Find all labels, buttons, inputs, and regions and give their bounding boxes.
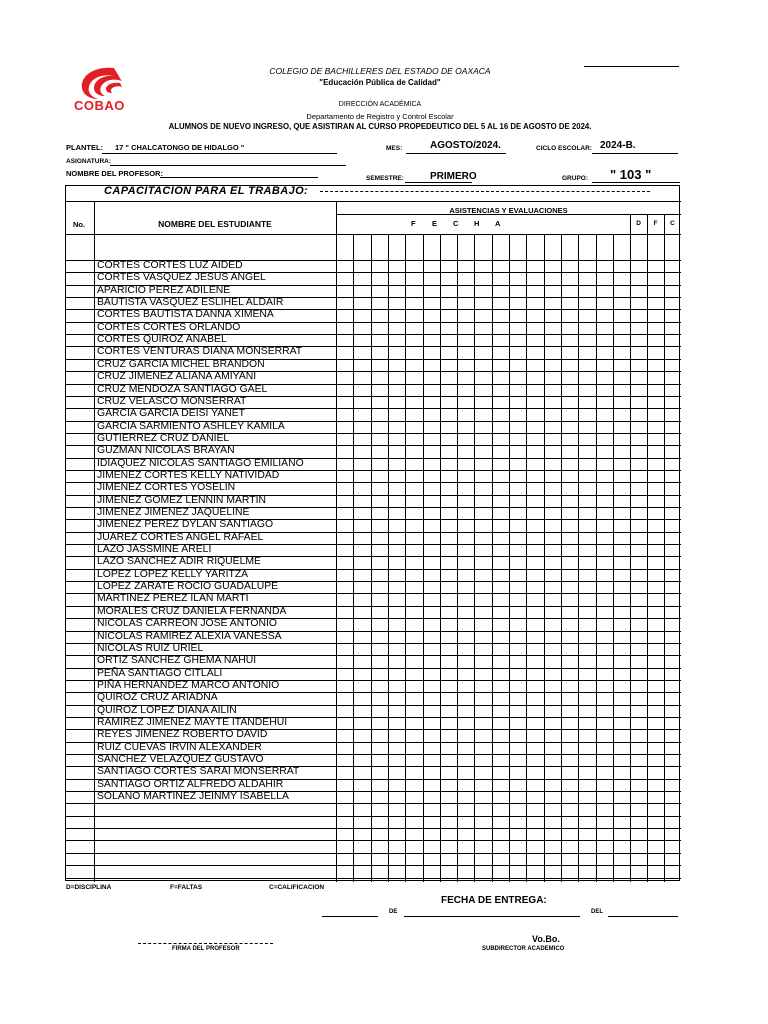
student-name: SANTIAGO CORTES SARAI MONSERRAT [97, 766, 300, 778]
grid-line [371, 234, 372, 882]
plantel-line [102, 153, 337, 154]
subdirector-label: SUBDIRECTOR ACADEMICO [482, 946, 565, 952]
student-name: SANTIAGO ORTIZ ALFREDO ALDAHIR [97, 778, 284, 790]
attendance-table [65, 185, 680, 881]
mes-line [406, 153, 506, 154]
fecha-letter: A [495, 219, 501, 228]
grid-line [66, 840, 681, 841]
ciclo-label: CICLO ESCOLAR: [536, 145, 592, 152]
student-name: MARTINEZ PEREZ ILAN MARTI [97, 593, 249, 605]
fecha-letter: H [474, 219, 480, 228]
col-name-header: NOMBRE DEL ESTUDIANTE [158, 219, 272, 229]
student-name: LAZO JASSMINE ARELI [97, 544, 212, 556]
grid-line [492, 234, 493, 882]
top-right-line [584, 66, 679, 67]
student-name: CORTES CORTES LUZ AIDED [97, 260, 243, 271]
student-name: JIMENEZ CORTES YOSELIN [97, 482, 236, 494]
student-name: QUIROZ LOPEZ DIANA AILIN [97, 704, 237, 716]
asignatura-label: ASIGNATURA: [66, 158, 112, 165]
semestre-line [405, 182, 472, 183]
logo-text: COBAO [74, 98, 125, 113]
student-name: JIMENEZ PEREZ DYLAN SANTIAGO [97, 519, 274, 531]
mes-label: MES: [386, 145, 403, 152]
student-name: GUTIERREZ CRUZ DANIEL [97, 432, 230, 444]
grid-line [440, 234, 441, 882]
grid-line [578, 234, 579, 882]
student-name: REYES JIMENEZ ROBERTO DAVID [97, 729, 268, 741]
student-name: CRUZ JIMENEZ ALIANA AMIYANI [97, 371, 257, 383]
grid-line [509, 234, 510, 882]
eval-col-header: F [653, 220, 658, 227]
student-name: CRUZ MENDOZA SANTIAGO GAEL [97, 383, 268, 395]
student-name: QUIROZ CRUZ ARIADNA [97, 692, 218, 704]
profesor-label: NOMBRE DEL PROFESOR: [66, 169, 163, 178]
grid-line [457, 234, 458, 882]
student-name: CORTES QUIROZ ANABEL [97, 334, 227, 346]
legend-calificacion: C=CALIFICACION [269, 884, 325, 891]
grid-line [66, 803, 681, 804]
ciclo-line [592, 153, 678, 154]
grid-line [66, 865, 681, 866]
grid-line [336, 201, 337, 882]
motto: "Educación Pública de Calidad" [319, 78, 441, 87]
plantel-label: PLANTEL: [66, 143, 104, 152]
student-name: ORTIZ SANCHEZ GHEMA NAHUI [97, 655, 257, 667]
student-name: JIMENEZ GOMEZ LENNIN MARTIN [97, 494, 266, 506]
grupo-label: GRUPO: [562, 175, 588, 182]
fecha-month-line[interactable] [404, 916, 580, 917]
fecha-year-line[interactable] [608, 916, 678, 917]
eval-col-header: D [636, 220, 641, 227]
student-name: SANCHEZ VELAZQUEZ GUSTAVO [97, 754, 264, 765]
legend-disciplina: D=DISCIPLINA [66, 884, 112, 891]
grid-line [66, 201, 681, 202]
grid-line [66, 828, 681, 829]
grid-line [405, 234, 406, 882]
student-name: LAZO SANCHEZ ADIR RIQUELME [97, 556, 261, 568]
col-no-header: No. [73, 220, 86, 229]
student-name: CRUZ GARCIA MICHEL BRANDON [97, 358, 265, 370]
grid-line [561, 234, 562, 882]
student-name: JIMENEZ CORTES KELLY NATIVIDAD [97, 469, 280, 481]
eval-col-header: C [670, 220, 675, 227]
student-name: RAMIREZ JIMENEZ MAYTE ITANDEHUI [97, 716, 288, 728]
grid-line [66, 234, 681, 235]
student-name: CRUZ VELASCO MONSERRAT [97, 395, 247, 407]
grid-line [66, 816, 681, 817]
student-name: CORTES VENTURAS DIANA MONSERRAT [97, 346, 303, 358]
student-name: IDIAQUEZ NICOLAS SANTIAGO EMILIANO [97, 457, 304, 469]
grid-line [596, 234, 597, 882]
semestre-label: SEMESTRE: [366, 175, 404, 182]
student-name: LOPEZ LOPEZ KELLY YARITZA [97, 568, 249, 580]
grid-line [664, 214, 665, 882]
fecha-letter: E [432, 219, 438, 228]
grid-line [353, 234, 354, 882]
grid-line [94, 201, 95, 882]
fecha-letter: F [411, 219, 416, 228]
grid-line [66, 853, 681, 854]
legend-faltas: F=FALTAS [170, 884, 203, 891]
fecha-letter: C [453, 219, 459, 228]
grid-line [526, 234, 527, 882]
grid-line [423, 234, 424, 882]
firma-profesor-label: FIRMA DEL PROFESOR [172, 946, 240, 952]
ciclo-value[interactable]: 2024-B. [600, 140, 636, 151]
grupo-value[interactable]: " 103 " [610, 167, 652, 182]
fecha-entrega-label: FECHA DE ENTREGA: [441, 895, 547, 906]
student-name: BAUTISTA VASQUEZ ESLIHEL ALDAIR [97, 297, 284, 309]
student-name: GARCIA GARCIA DEISI YANET [97, 408, 246, 420]
plantel-value[interactable]: 17 " CHALCATONGO DE HIDALGO " [115, 143, 245, 152]
grid-line [66, 878, 681, 879]
asistencias-header: ASISTENCIAS Y EVALUACIONES [449, 206, 568, 215]
subdepartment: Departamento de Registro y Control Escolar [306, 112, 454, 121]
student-name: SOLANO MARTINEZ JEINMY ISABELLA [97, 791, 289, 803]
grid-line [647, 214, 648, 882]
student-name: RUIZ CUEVAS IRVIN ALEXANDER [97, 741, 262, 753]
student-name: CORTES CORTES ORLANDO [97, 321, 241, 333]
student-name: JIMENEZ JIMENEZ JAQUELINE [97, 507, 250, 518]
subtitle: ALUMNOS DE NUEVO INGRESO, QUE ASISTIRAN AL CURSO PROPEDEUTICO DEL 5 AL 16 DE AGOSTO DE 2024. [168, 122, 592, 131]
student-name: NICOLAS CARREON JOSE ANTONIO [97, 618, 277, 630]
grid-line [613, 234, 614, 882]
student-name: GARCIA SARMIENTO ASHLEY KAMILA [97, 420, 285, 432]
student-name: PIÑA HERNANDEZ MARCO ANTONIO [97, 679, 280, 691]
student-name: GUZMAN NICOLAS BRAYAN [97, 445, 235, 457]
vobo-label: Vo.Bo. [532, 934, 560, 944]
del-label: DEL [591, 909, 603, 915]
semestre-value[interactable]: PRIMERO [430, 171, 477, 182]
student-name: NICOLAS RAMIREZ ALEXIA VANESSA [97, 630, 282, 642]
de-label: DE [389, 909, 398, 915]
cobao-logo [74, 64, 138, 114]
grid-line [474, 234, 475, 882]
mes-value[interactable]: AGOSTO/2024. [430, 140, 501, 151]
student-name: APARICIO PEREZ ADILENE [97, 284, 231, 296]
profesor-line[interactable] [160, 177, 318, 178]
student-name: NICOLAS RUIZ URIEL [97, 642, 204, 654]
student-name: JUAREZ CORTES ANGEL RAFAEL [97, 531, 264, 543]
grid-line [388, 234, 389, 882]
institution-title: COLEGIO DE BACHILLERES DEL ESTADO DE OAXACA [269, 66, 491, 76]
grupo-line [592, 182, 680, 183]
student-name: CORTES BAUTISTA DANNA XIMENA [97, 309, 274, 321]
fecha-day-line[interactable] [322, 916, 378, 917]
student-name: CORTES VASQUEZ JESUS ANGEL [97, 272, 266, 284]
firma-profesor-line[interactable] [138, 943, 273, 944]
capacitacion-label: CAPACITACION PARA EL TRABAJO: [104, 185, 309, 197]
student-name: MORALES CRUZ DANIELA FERNANDA [97, 605, 287, 617]
asignatura-line[interactable] [110, 165, 346, 166]
department: DIRECCIÓN ACADÉMICA [338, 101, 422, 108]
student-name: PEÑA SANTIAGO CITLALI [97, 667, 223, 679]
grid-line [544, 234, 545, 882]
student-name: LOPEZ ZARATE ROCIO GUADALUPE [97, 581, 279, 593]
grid-line [630, 214, 631, 882]
